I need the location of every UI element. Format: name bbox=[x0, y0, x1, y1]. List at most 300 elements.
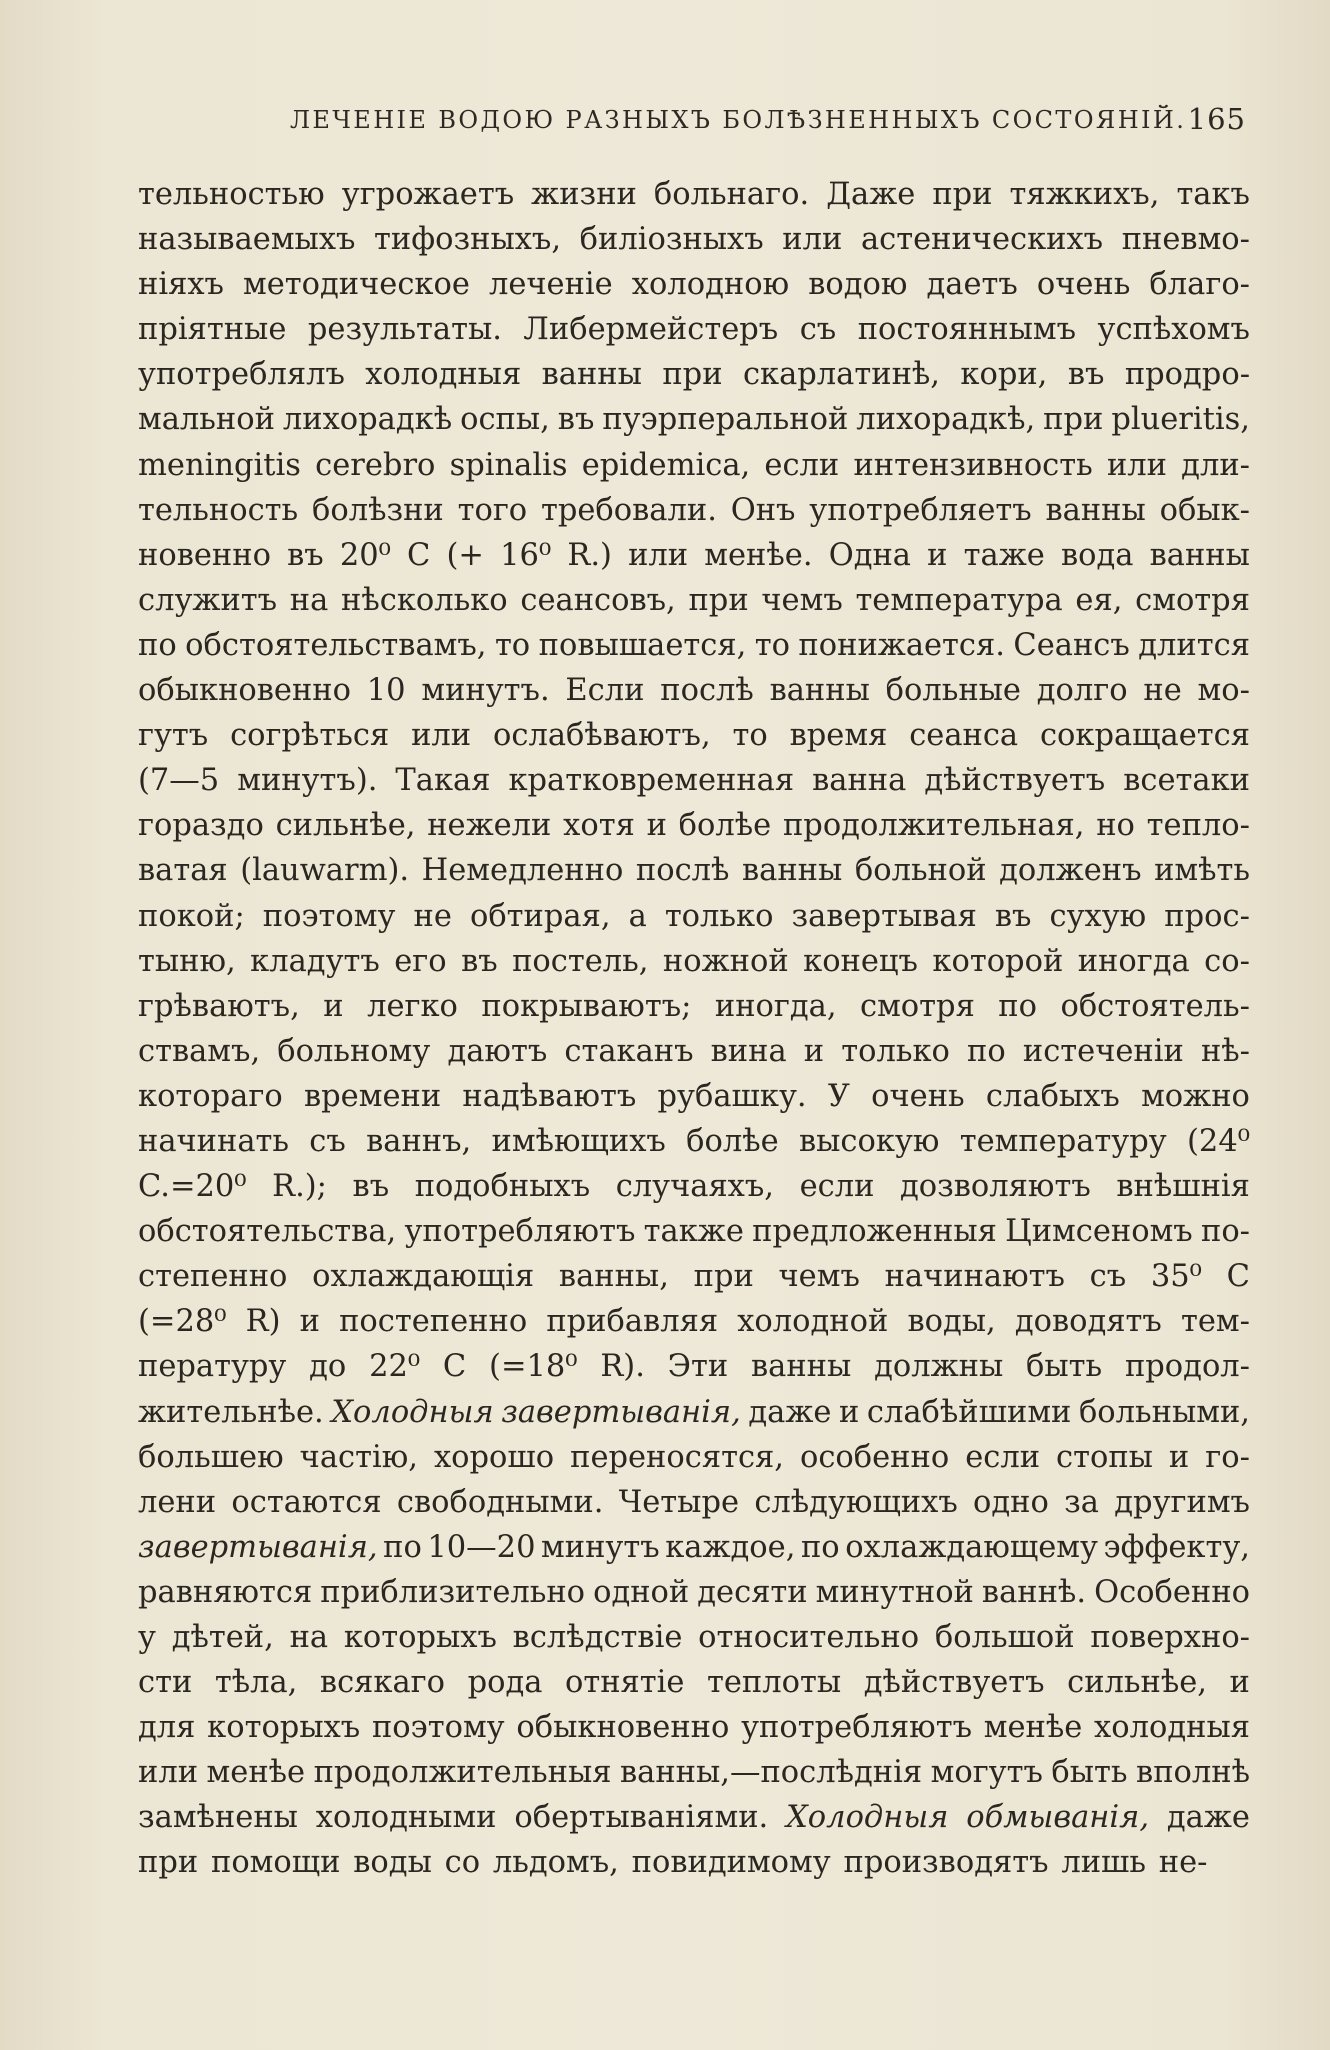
word: лишь bbox=[1061, 1845, 1146, 1881]
word: обертываніями. bbox=[514, 1800, 769, 1836]
word: со- bbox=[1204, 943, 1250, 979]
word: слабыхъ bbox=[985, 1078, 1120, 1114]
word: ваннъ, bbox=[366, 1123, 472, 1159]
word: жительнѣе. bbox=[138, 1394, 324, 1430]
word: дѣйствуетъ bbox=[863, 1665, 1045, 1701]
word: сильнѣе, bbox=[275, 808, 416, 844]
word: Онъ bbox=[730, 492, 796, 528]
word: употребляютъ bbox=[741, 1710, 973, 1746]
word: обыкновенно bbox=[516, 1710, 730, 1746]
word: каждое, bbox=[665, 1529, 796, 1565]
word: большой bbox=[934, 1620, 1075, 1655]
word: обстоятельства, bbox=[138, 1214, 397, 1250]
word: кладутъ bbox=[250, 943, 380, 979]
text-line bbox=[138, 713, 1250, 758]
text-line bbox=[138, 533, 1250, 578]
word: послѣ bbox=[635, 853, 730, 889]
word: ванны bbox=[769, 673, 870, 709]
word: тифозныхъ, bbox=[374, 222, 562, 258]
word: тем- bbox=[1180, 1304, 1250, 1340]
word: cerebro bbox=[315, 447, 436, 483]
word: случаяхъ, bbox=[615, 1169, 774, 1205]
word: больному bbox=[277, 1033, 431, 1069]
text-line bbox=[138, 848, 1250, 893]
word: постояннымъ bbox=[857, 312, 1076, 348]
word: обстоятель- bbox=[1060, 988, 1250, 1024]
word: Сеансъ bbox=[1013, 627, 1130, 663]
word: для bbox=[138, 1710, 196, 1746]
word: холодными bbox=[315, 1800, 497, 1836]
word: смотря bbox=[1135, 582, 1250, 618]
word: чемъ bbox=[761, 582, 843, 618]
word: ванны bbox=[1149, 537, 1250, 573]
word: по- bbox=[1200, 1214, 1250, 1250]
word: предложенныя bbox=[752, 1214, 997, 1250]
text-line bbox=[138, 668, 1250, 713]
word: менѣе bbox=[206, 1755, 306, 1791]
word: и bbox=[1229, 1665, 1250, 1701]
word: не bbox=[1143, 673, 1182, 709]
word: дѣйствуетъ bbox=[924, 763, 1106, 799]
word: десяти bbox=[697, 1574, 808, 1610]
text-line bbox=[138, 307, 1250, 352]
word: обстоятельствамъ, bbox=[185, 627, 487, 663]
word: plueritis, bbox=[1111, 402, 1250, 438]
word: кратковременная bbox=[508, 763, 795, 799]
word: (lauwarm). bbox=[240, 853, 410, 889]
word: по bbox=[800, 1529, 840, 1565]
word: угрожаетъ bbox=[341, 177, 515, 212]
word: больные bbox=[885, 673, 1021, 709]
word: рубашку. bbox=[657, 1078, 807, 1114]
word: успѣхомъ bbox=[1097, 312, 1250, 348]
text-line bbox=[138, 1254, 1250, 1299]
word: одно bbox=[973, 1484, 1049, 1520]
word: минутъ. bbox=[421, 673, 550, 709]
word: повышается, bbox=[538, 627, 747, 663]
word: даже bbox=[748, 1394, 832, 1430]
word: Если bbox=[565, 673, 645, 709]
word: эффекту, bbox=[1103, 1529, 1250, 1565]
word: могутъ bbox=[930, 1755, 1043, 1791]
word: пературу bbox=[138, 1349, 287, 1385]
text-line bbox=[138, 623, 1250, 668]
word: равняются bbox=[138, 1574, 313, 1610]
word: истеченіи bbox=[1022, 1033, 1184, 1069]
word: понижается. bbox=[798, 627, 1005, 663]
word: очень bbox=[871, 1078, 965, 1114]
word: сеанса bbox=[909, 718, 1019, 754]
word: иногда bbox=[1077, 943, 1190, 979]
word: благо- bbox=[1149, 267, 1250, 303]
word: долго bbox=[1036, 673, 1128, 709]
word: длится bbox=[1138, 627, 1250, 663]
word: продро- bbox=[1124, 357, 1250, 393]
word: завертыванія, bbox=[501, 1394, 741, 1430]
word: въ bbox=[287, 537, 324, 573]
text-line bbox=[138, 1119, 1250, 1164]
word: свободными. bbox=[396, 1484, 604, 1520]
word: минутъ). bbox=[237, 763, 378, 799]
word: очень bbox=[1036, 267, 1131, 303]
word: въ bbox=[352, 1169, 390, 1205]
word: завертыванія, bbox=[138, 1529, 378, 1565]
word: также bbox=[643, 1214, 744, 1250]
word: которыхъ bbox=[343, 1620, 497, 1655]
word: 22⁰ bbox=[369, 1349, 421, 1385]
word: конецъ bbox=[803, 943, 918, 979]
word: R.); bbox=[272, 1169, 327, 1205]
word: то bbox=[754, 627, 790, 663]
word: прос- bbox=[1164, 898, 1250, 934]
text-line bbox=[138, 1390, 1250, 1435]
word: хорошо bbox=[433, 1439, 555, 1475]
word: до bbox=[309, 1349, 347, 1385]
word: больными, bbox=[1078, 1394, 1250, 1430]
word: R) bbox=[245, 1304, 281, 1340]
word: минутной bbox=[815, 1574, 974, 1610]
word: больнаго. bbox=[653, 177, 810, 212]
word: и bbox=[839, 1394, 860, 1430]
word: meningitis bbox=[138, 447, 301, 483]
word: не- bbox=[1158, 1845, 1208, 1881]
word: Холодныя bbox=[331, 1394, 494, 1430]
word: и bbox=[1168, 1439, 1190, 1475]
word: въ bbox=[994, 898, 1032, 934]
word: и bbox=[299, 1304, 320, 1340]
word: ванны,—послѣднія bbox=[619, 1755, 923, 1791]
word: (+ bbox=[446, 537, 484, 573]
text-line bbox=[138, 1435, 1250, 1480]
word: обыкновенно bbox=[138, 673, 351, 709]
word: жизни bbox=[531, 177, 637, 212]
word: а bbox=[628, 898, 647, 934]
word: особенно bbox=[799, 1439, 950, 1475]
word: долженъ bbox=[999, 853, 1142, 889]
word: пріятные bbox=[138, 312, 287, 348]
word: легко bbox=[367, 988, 458, 1024]
word: высокую bbox=[798, 1123, 940, 1159]
word: пуэрперальной bbox=[602, 402, 849, 438]
word: тепло- bbox=[1146, 808, 1250, 844]
word: обмыванія, bbox=[966, 1800, 1150, 1836]
word: результаты. bbox=[307, 312, 502, 348]
word: въ bbox=[1067, 357, 1105, 393]
word: завертывая bbox=[791, 898, 977, 934]
word: быть bbox=[1051, 1755, 1128, 1791]
word: время bbox=[789, 718, 888, 754]
word: покрываютъ; bbox=[481, 988, 692, 1024]
word: Особенно bbox=[1094, 1574, 1250, 1610]
word: и bbox=[927, 537, 948, 573]
word: C bbox=[1226, 1259, 1250, 1295]
word: 16⁰ bbox=[500, 537, 552, 573]
word: котораго bbox=[138, 1078, 283, 1114]
word: согрѣться bbox=[230, 718, 390, 754]
word: нѣсколько bbox=[341, 582, 508, 618]
word: Одна bbox=[828, 537, 911, 573]
word: при bbox=[1043, 402, 1104, 438]
word: R). bbox=[600, 1349, 645, 1385]
word: C.=20⁰ bbox=[138, 1169, 247, 1205]
word: чемъ bbox=[778, 1259, 860, 1295]
word: даже bbox=[1166, 1800, 1250, 1836]
word: стопы bbox=[1056, 1439, 1153, 1475]
word: болѣе bbox=[678, 808, 772, 844]
word: то bbox=[494, 627, 531, 663]
word: мальной bbox=[138, 402, 275, 438]
word: льдомъ, bbox=[492, 1845, 619, 1881]
text-line bbox=[138, 1795, 1250, 1840]
body-text bbox=[138, 172, 1250, 1886]
word: за bbox=[1064, 1484, 1099, 1520]
text-line bbox=[138, 578, 1250, 623]
word: болѣе bbox=[686, 1123, 779, 1159]
word: менѣе. bbox=[704, 537, 813, 573]
word: грѣваютъ, bbox=[138, 988, 300, 1024]
word: слабѣйшими bbox=[866, 1394, 1072, 1430]
word: или bbox=[782, 222, 843, 258]
word: ванны bbox=[751, 1349, 852, 1385]
word: гораздо bbox=[138, 808, 264, 844]
word: Четыре bbox=[618, 1484, 740, 1520]
word: хотя bbox=[563, 808, 635, 844]
word: тельность bbox=[138, 492, 299, 528]
word: подобныхъ bbox=[414, 1169, 591, 1205]
word: Холодныя bbox=[786, 1800, 949, 1836]
word: тѣла, bbox=[214, 1665, 298, 1701]
text-line bbox=[138, 443, 1250, 488]
word: астеническихъ bbox=[860, 222, 1104, 258]
word: воды bbox=[353, 1845, 432, 1881]
word: дли- bbox=[1181, 447, 1250, 483]
word: времени bbox=[303, 1078, 442, 1114]
word: температуру bbox=[959, 1123, 1167, 1159]
word: мо- bbox=[1197, 673, 1250, 709]
word: гутъ bbox=[138, 718, 209, 754]
word: Даже bbox=[826, 177, 916, 212]
word: пневмо- bbox=[1121, 222, 1250, 258]
word: слѣдующихъ bbox=[754, 1484, 958, 1520]
word: того bbox=[457, 492, 528, 528]
word: температура bbox=[855, 582, 1063, 618]
text-line bbox=[138, 1750, 1250, 1795]
word: другимъ bbox=[1114, 1484, 1250, 1520]
word: или bbox=[138, 1755, 199, 1791]
word: тяжкихъ, bbox=[1009, 177, 1160, 212]
word: послѣ bbox=[660, 673, 754, 709]
word: переносятся, bbox=[570, 1439, 784, 1475]
word: менѣе bbox=[983, 1710, 1083, 1746]
word: и bbox=[646, 808, 667, 844]
word: (=18⁰ bbox=[489, 1349, 578, 1385]
word: повидимому bbox=[631, 1845, 831, 1881]
word: въ bbox=[557, 402, 595, 438]
word: или bbox=[411, 718, 472, 754]
word: съ bbox=[799, 312, 837, 348]
word: его bbox=[394, 943, 447, 979]
word: epidemica, bbox=[581, 447, 751, 483]
word: употребляютъ bbox=[404, 1214, 636, 1250]
word: ванны bbox=[1045, 492, 1146, 528]
word: постель, bbox=[512, 943, 649, 979]
word: сильнѣе, bbox=[1067, 1665, 1207, 1701]
word: постепенно bbox=[339, 1304, 528, 1340]
word: ванны bbox=[741, 853, 843, 889]
text-line bbox=[138, 1344, 1250, 1389]
text-line bbox=[138, 1615, 1250, 1660]
word: сти bbox=[138, 1665, 193, 1701]
word: У bbox=[827, 1078, 850, 1114]
word: новенно bbox=[138, 537, 271, 573]
word: ножной bbox=[662, 943, 789, 979]
word: обтирая, bbox=[469, 898, 611, 934]
word: со bbox=[444, 1845, 481, 1881]
text-line bbox=[138, 758, 1250, 803]
word: Такая bbox=[395, 763, 491, 799]
word: тельностью bbox=[138, 177, 325, 212]
page-number: 165 bbox=[1187, 102, 1246, 136]
word: по bbox=[138, 627, 177, 663]
word: быть bbox=[1026, 1349, 1103, 1385]
word: сеансовъ, bbox=[520, 582, 676, 618]
word: надѣваютъ bbox=[462, 1078, 637, 1114]
word: при bbox=[693, 1259, 754, 1295]
text-line bbox=[138, 1209, 1250, 1254]
word: при bbox=[662, 357, 723, 393]
word: остаются bbox=[231, 1484, 382, 1520]
word: поэтому bbox=[371, 1710, 505, 1746]
word: spinalis bbox=[449, 447, 568, 483]
text-line bbox=[138, 1074, 1250, 1119]
word: начинаютъ bbox=[884, 1259, 1065, 1295]
word: частію, bbox=[299, 1439, 418, 1475]
word: больной bbox=[854, 853, 987, 889]
word: даетъ bbox=[926, 267, 1018, 303]
word: минутъ bbox=[541, 1529, 660, 1565]
word: и bbox=[323, 988, 344, 1024]
word: и bbox=[803, 1033, 825, 1069]
word: которой bbox=[932, 943, 1064, 979]
word: холодною bbox=[631, 267, 790, 303]
word: рода bbox=[467, 1665, 543, 1701]
word: Либермейстеръ bbox=[523, 312, 779, 348]
text-line bbox=[138, 172, 1250, 217]
text-line bbox=[138, 488, 1250, 533]
word: смотря bbox=[860, 988, 975, 1024]
word: вслѣдствіе bbox=[512, 1620, 683, 1655]
word: у bbox=[138, 1620, 156, 1655]
word: доводятъ bbox=[1014, 1304, 1162, 1340]
word: съ bbox=[309, 1123, 346, 1159]
word: всетаки bbox=[1123, 763, 1250, 799]
running-title: ЛЕЧЕНІЕ ВОДОЮ РАЗНЫХЪ БОЛѢЗНЕННЫХЪ СОСТОЯНІЙ. bbox=[290, 106, 1187, 134]
word: (=28⁰ bbox=[138, 1304, 227, 1340]
running-header bbox=[290, 102, 1250, 142]
word: Цимсеномъ bbox=[1005, 1214, 1193, 1250]
text-line bbox=[138, 1029, 1250, 1074]
word: или bbox=[1106, 447, 1167, 483]
word: при bbox=[932, 177, 993, 212]
word: замѣнены bbox=[138, 1800, 298, 1836]
word: на bbox=[289, 1620, 329, 1655]
word: холодной bbox=[737, 1304, 889, 1340]
word: начинать bbox=[138, 1123, 289, 1159]
word: Эти bbox=[667, 1349, 729, 1385]
word: холодныя bbox=[365, 357, 522, 393]
word: приблизительно bbox=[320, 1574, 586, 1610]
word: должны bbox=[874, 1349, 1004, 1385]
word: одной bbox=[593, 1574, 690, 1610]
word: Немедленно bbox=[421, 853, 624, 889]
word: ванны bbox=[541, 357, 642, 393]
text-line bbox=[138, 262, 1250, 307]
word: болѣзни bbox=[311, 492, 444, 528]
word: 10—20 bbox=[427, 1529, 536, 1565]
word: C bbox=[407, 537, 431, 573]
word: вина bbox=[710, 1033, 787, 1069]
word: ванны, bbox=[558, 1259, 669, 1295]
text-line bbox=[138, 1840, 1250, 1885]
word: водою bbox=[808, 267, 908, 303]
word: нежели bbox=[427, 808, 552, 844]
word: теплоты bbox=[707, 1665, 842, 1701]
text-line bbox=[138, 1570, 1250, 1615]
word: продол- bbox=[1124, 1349, 1250, 1385]
word: прибавляя bbox=[546, 1304, 719, 1340]
word: стаканъ bbox=[564, 1033, 694, 1069]
word: такъ bbox=[1176, 177, 1250, 212]
word: кори, bbox=[960, 357, 1048, 393]
word: 20⁰ bbox=[339, 537, 391, 573]
word: дозволяютъ bbox=[899, 1169, 1091, 1205]
text-line bbox=[138, 1480, 1250, 1525]
word: нѣ- bbox=[1200, 1033, 1250, 1069]
word: вода bbox=[1060, 537, 1134, 573]
word: (24⁰ bbox=[1187, 1123, 1250, 1159]
word: даютъ bbox=[447, 1033, 548, 1069]
text-line bbox=[138, 397, 1250, 442]
word: по bbox=[383, 1529, 422, 1565]
text-line bbox=[138, 1705, 1250, 1750]
word: можно bbox=[1141, 1078, 1250, 1114]
word: но bbox=[1096, 808, 1135, 844]
word: дѣтей, bbox=[171, 1620, 274, 1655]
word: сокращается bbox=[1039, 718, 1250, 754]
word: методическое bbox=[243, 267, 470, 303]
word: по bbox=[967, 1033, 1006, 1069]
word: воды, bbox=[907, 1304, 996, 1340]
word: 35⁰ bbox=[1150, 1259, 1202, 1295]
word: внѣшнія bbox=[1116, 1169, 1250, 1205]
word: относительно bbox=[698, 1620, 920, 1655]
word: интензивность bbox=[853, 447, 1093, 483]
word: поверхно- bbox=[1090, 1620, 1250, 1655]
word: служитъ bbox=[138, 582, 278, 618]
word: то bbox=[732, 718, 768, 754]
word: R.) bbox=[567, 537, 612, 573]
word: всякаго bbox=[319, 1665, 446, 1701]
word: сухую bbox=[1049, 898, 1147, 934]
word: тыню, bbox=[138, 943, 236, 979]
word: если bbox=[965, 1439, 1041, 1475]
word: употребляетъ bbox=[809, 492, 1032, 528]
word: 10 bbox=[366, 673, 406, 709]
word: охлаждающія bbox=[312, 1259, 535, 1295]
text-line bbox=[138, 803, 1250, 848]
word: оспы, bbox=[460, 402, 550, 438]
word: лени bbox=[138, 1484, 217, 1520]
